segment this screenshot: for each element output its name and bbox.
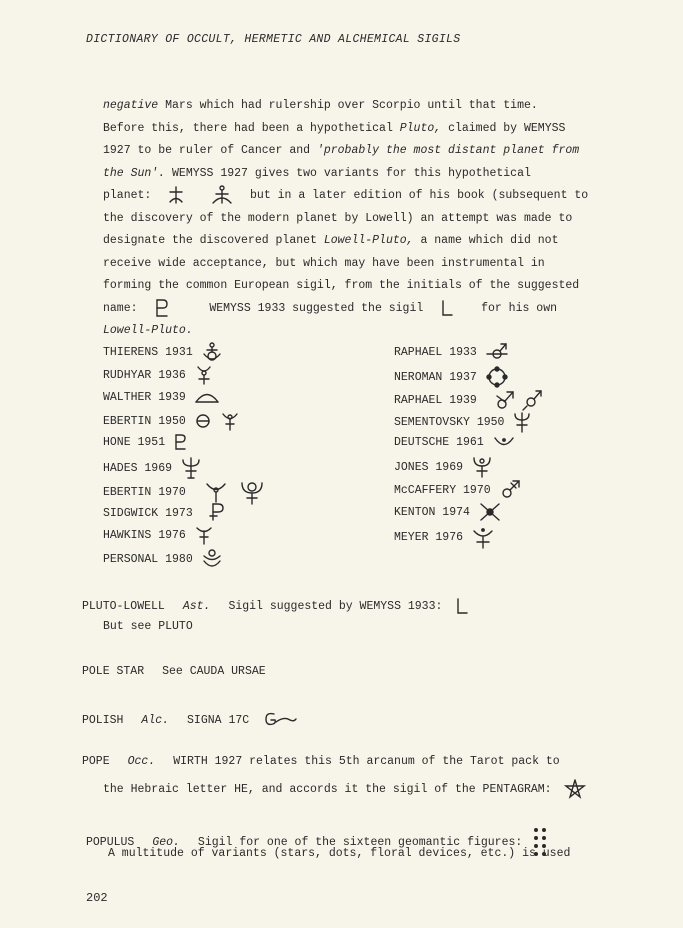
list-label: KENTON 1974 [394,506,470,520]
italic-text: Pluto, [399,121,442,135]
entry-polish [82,710,298,730]
list-label: HAWKINS 1976 [103,529,186,543]
italic-text: the Sun'. [103,166,166,180]
list-item [394,502,502,522]
ebertin-1970-sigil-2 [238,479,266,505]
walther-sigil [194,389,220,405]
list-item [103,502,227,522]
text: Mars which had rulership over Scorpio until that time. [158,99,538,112]
entry-text: the Hebraic letter HE, and accords it the sigil of the PENTAGRAM: [103,783,552,797]
list-item [103,549,223,569]
entry-populus-sub: A multitude of variants (stars, dots, floral devices, etc.) is used [108,847,571,860]
page-number: 202 [86,891,108,905]
list-item [103,342,223,362]
entry-abbr: Alc. [141,714,170,728]
entry-text: WIRTH 1927 relates this 5th arcanum of the Tarot pack to [173,755,560,768]
entry-term: POLE STAR [82,665,145,678]
text-line [103,320,643,343]
l-sigil [440,299,454,317]
list-label: MEYER 1976 [394,531,464,545]
text-line: forming the common European sigil, from the initials of the suggested [103,279,580,293]
italic-text: Lowell-Pluto. [103,324,193,338]
rudhyar-sigil [194,365,214,385]
entry-abbr: Ast. [182,600,211,614]
text-line [103,95,643,118]
list-item [103,388,220,408]
text-line [103,185,643,208]
entry-pluto-lowell [82,597,469,615]
list-item [103,411,240,431]
entry-abbr: Geo. [152,836,180,850]
sementovsky-sigil [512,411,532,433]
personal-sigil [201,549,223,569]
text: planet: [103,189,152,203]
list-item [394,479,523,499]
text: designate the discovered planet [103,234,324,248]
italic-text: Lowell-Pluto, [323,234,414,248]
list-item [103,456,202,476]
entry-term: POLISH [82,714,124,728]
sidgwick-sigil [209,502,227,524]
entry-term: POPE [82,755,110,768]
text-line: the discovery of the modern planet by Lowell) an attempt was made to [103,211,573,225]
text-line [103,140,643,163]
text-line: receive wide acceptance, but which may have been instrumental in [103,256,545,270]
text-line [103,118,643,141]
list-item [394,342,509,362]
list-label: HONE 1951 [103,436,166,450]
list-label: SIDGWICK 1973 [103,507,193,521]
list-label: RUDHYAR 1936 [103,369,186,383]
list-label: RAPHAEL 1933 [394,346,477,360]
pluto-variant-1-sigil [168,186,184,204]
text: for his own [481,301,557,315]
entry-pope [82,755,560,768]
entry-term: POPULUS [86,836,135,850]
list-item [394,525,495,545]
text: name: [103,301,138,315]
deutsche-sigil [492,435,516,449]
list-label: McCAFFERY 1970 [394,484,491,498]
list-item [394,456,493,476]
entry-text: SIGNA 17C [187,714,250,728]
list-label: SEMENTOVSKY 1950 [394,416,505,430]
l-sigil [455,597,469,615]
list-item [103,479,266,499]
list-label: HADES 1969 [103,462,173,476]
list-label: PERSONAL 1980 [103,553,193,567]
list-item [394,388,545,408]
neroman-sigil [485,365,509,389]
text: claimed by WEMYSS [441,121,566,135]
entry-pope-sub [103,778,586,800]
list-label: THIERENS 1931 [103,346,193,360]
thierens-sigil [201,342,223,362]
hades-sigil [180,456,202,480]
jones-sigil [471,456,493,478]
text: Before this, there had been a hypothetical [103,121,400,135]
list-label: WALTHER 1939 [103,391,186,404]
text: WEMYSS 1927 gives two variants for this hypothetical [165,166,531,180]
ebertin-1970-sigil-1 [204,481,228,503]
list-label: NEROMAN 1937 [394,371,477,385]
list-label: DEUTSCHE 1961 [394,436,484,449]
entry-text: Sigil for one of the sixteen geomantic figures: [197,836,523,850]
text: a name which did not [413,234,559,248]
text-line [103,298,643,321]
list-label: JONES 1969 [394,461,464,475]
list-item [394,365,509,385]
pentagram-icon [564,778,586,800]
body-paragraph [103,95,643,343]
ebertin-1950-sigil-2 [220,411,240,431]
italic-text: negative [103,99,159,112]
entry-text: Sigil suggested by WEMYSS 1933: [228,600,443,614]
polish-sigil [262,710,298,730]
pluto-variant-2-sigil [211,185,233,205]
entry-abbr: Occ. [127,755,156,768]
list-item [103,433,187,453]
list-item [103,525,214,545]
raphael-1933-sigil [485,342,509,362]
mccaffery-sigil [499,479,523,501]
list-label: EBERTIN 1950 [103,415,186,429]
text-line [103,230,643,253]
list-item [394,433,516,453]
list-item [394,411,532,431]
entry-pole-star [82,665,266,678]
text: WEMYSS 1933 suggested the sigil [209,301,424,315]
pl-monogram-sigil [154,298,170,318]
kenton-sigil [478,502,502,522]
hone-sigil [173,433,187,451]
text: 1927 to be ruler of Cancer and [103,144,317,157]
italic-text: 'probably the most distant planet from [316,144,580,157]
list-item [103,365,214,385]
entry-term: PLUTO-LOWELL [82,600,165,614]
meyer-sigil [471,525,495,549]
text-line [103,163,643,186]
list-label: RAPHAEL 1939 [394,394,477,408]
ebertin-1950-sigil-1 [194,412,212,430]
running-header: DICTIONARY OF OCCULT, HERMETIC AND ALCHEMICAL SIGILS [86,33,461,46]
raphael-1939-sigils [493,388,545,412]
entry-text: See CAUDA URSAE [162,665,266,678]
entry-pluto-lowell-sub: But see PLUTO [103,620,193,633]
hawkins-sigil [194,525,214,545]
text: but in a later edition of his book (subsequent to [250,189,589,203]
list-label: EBERTIN 1970 [103,486,186,500]
